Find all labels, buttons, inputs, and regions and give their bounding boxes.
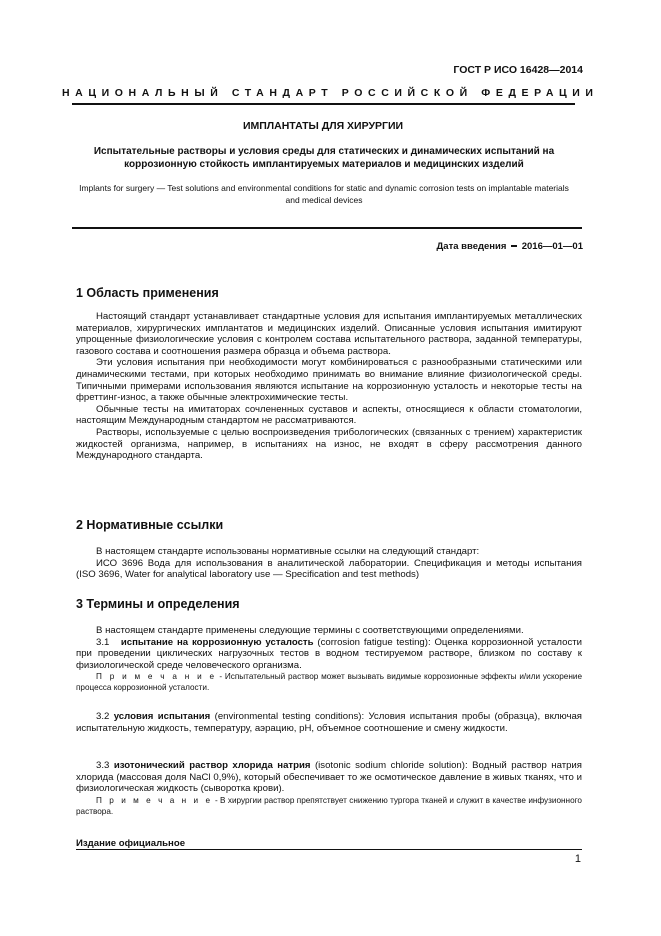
effective-date-value: 2016—01—01	[521, 241, 583, 252]
effective-date	[437, 241, 583, 252]
effective-date-label: Дата введения	[436, 241, 507, 252]
term-number: 3.3	[96, 760, 110, 771]
section-1-heading: 1 Область применения	[76, 286, 219, 300]
section-2-paragraph: В настоящем стандарте использованы нормативные ссылки на следующий стандарт:	[96, 546, 480, 557]
term-definition: (environmental testing conditions): Условия испытания пробы (образца), включая испытательную жидкость, температуру, аэрацию, pH, объемное соотношение и смену жидкости.	[76, 711, 582, 734]
section-1-paragraph: Обычные тесты на имитаторах сочлененных суставов и аспекты, относящиеся к области стоматологии, настоящим Международным стандартом не рассматриваются.	[76, 403, 582, 427]
english-title: Implants for surgery — Test solutions and environmental conditions for static and dynamic corrosion tests on implantable materials and medical devices	[79, 183, 569, 205]
official-edition-label: Издание официальное	[76, 838, 186, 849]
section-2-body	[76, 546, 582, 581]
note-2	[76, 795, 582, 817]
note-label: П р и м е ч а н и е	[96, 672, 217, 682]
section-3-body	[76, 625, 582, 693]
section-3-intro: В настоящем стандарте применены следующие термины с соответствующими определениями.	[96, 625, 524, 636]
term-name: условия испытания	[113, 711, 211, 722]
section-1-paragraph: Настоящий стандарт устанавливает стандартные условия для испытания имплантируемых металлических материалов, хирургических имплантатов и медицинских изделий. Описанные условия испытания имитируют упрощенные физиологические условия с контролем состава испытательного раствора, заданной температуры, газового состава и соотношения размера образца и объема раствора.	[76, 311, 582, 357]
section-2-heading: 2 Нормативные ссылки	[76, 518, 224, 532]
section-2-paragraph: ИСО 3696 Вода для использования в аналитической лаборатории. Спецификация и методы испытания (ISO 3696, Water for analytical laboratory use — Specification and test methods)	[76, 557, 582, 581]
term-3-1	[76, 637, 582, 672]
term-name: изотонический раствор хлорида натрия	[113, 760, 311, 771]
note-1	[76, 671, 582, 693]
note-text: - Испытательный раствор может вызывать видимые коррозионные эффекты и/или ускорение процесса коррозионной усталости.	[76, 672, 582, 693]
term-number: 3.2	[96, 711, 110, 722]
header-rule	[72, 103, 575, 105]
national-standard-banner: НАЦИОНАЛЬНЫЙ СТАНДАРТ РОССИЙСКОЙ ФЕДЕРАЦИИ	[62, 87, 599, 99]
term-name: испытание на коррозионную усталость	[120, 636, 314, 648]
note-text: - В хирургии раствор препятствует снижению тургора тканей и служит в качестве инфузионного раствора.	[76, 795, 582, 816]
note-label: П р и м е ч а н и е	[96, 795, 213, 805]
section-1-body	[76, 311, 582, 462]
section-1-paragraph: Эти условия испытания при необходимости могут комбинироваться с разнообразными статическими или динамическими тестами, при которых необходимо принимать во внимание влияние физиологической среды. Типичными примерами использования являются испытание на коррозионную усталость и некоторые тесты на фреттинг-износ, а также обычные электрохимические тесты.	[76, 357, 582, 404]
standard-code: ГОСТ Р ИСО 16428—2014	[453, 64, 583, 76]
document-subtitle: Испытательные растворы и условия среды для статических и динамических испытаний на коррозионную стойкость имплантируемых материалов и медицинских изделий	[93, 146, 555, 170]
term-3-3	[76, 760, 582, 795]
page-number: 1	[574, 853, 581, 865]
date-dash	[511, 245, 517, 247]
title-rule	[72, 227, 582, 229]
term-definition: (isotonic sodium chloride solution): Водный раствор натрия хлорида (массовая доля NaCl 0,9%), который обеспечивает то же осмотическое давление в живых тканях, что и физиологическая жидкость (сыворотка крови).	[76, 760, 582, 795]
section-1-paragraph: Растворы, используемые с целью воспроизведения трибологических (связанных с трением) характеристик жидкостей организма, например, в испытаниях на износ, не входят в сферу рассмотрения данного Международного стандарта.	[76, 426, 582, 462]
term-3-3-block	[76, 760, 582, 817]
term-number: 3.1	[96, 636, 110, 648]
footer-rule	[76, 849, 582, 850]
term-3-2-block	[76, 711, 582, 734]
document-title: ИМПЛАНТАТЫ ДЛЯ ХИРУРГИИ	[242, 120, 404, 132]
term-3-2	[76, 711, 582, 734]
section-3-heading: 3 Термины и определения	[76, 597, 240, 611]
term-definition: (corrosion fatigue testing): Оценка коррозионной усталости при проведении циклических нагрузочных тестов в водном тестируемом растворе, близком по составу к физиологической среде человеческого организма.	[76, 636, 582, 671]
